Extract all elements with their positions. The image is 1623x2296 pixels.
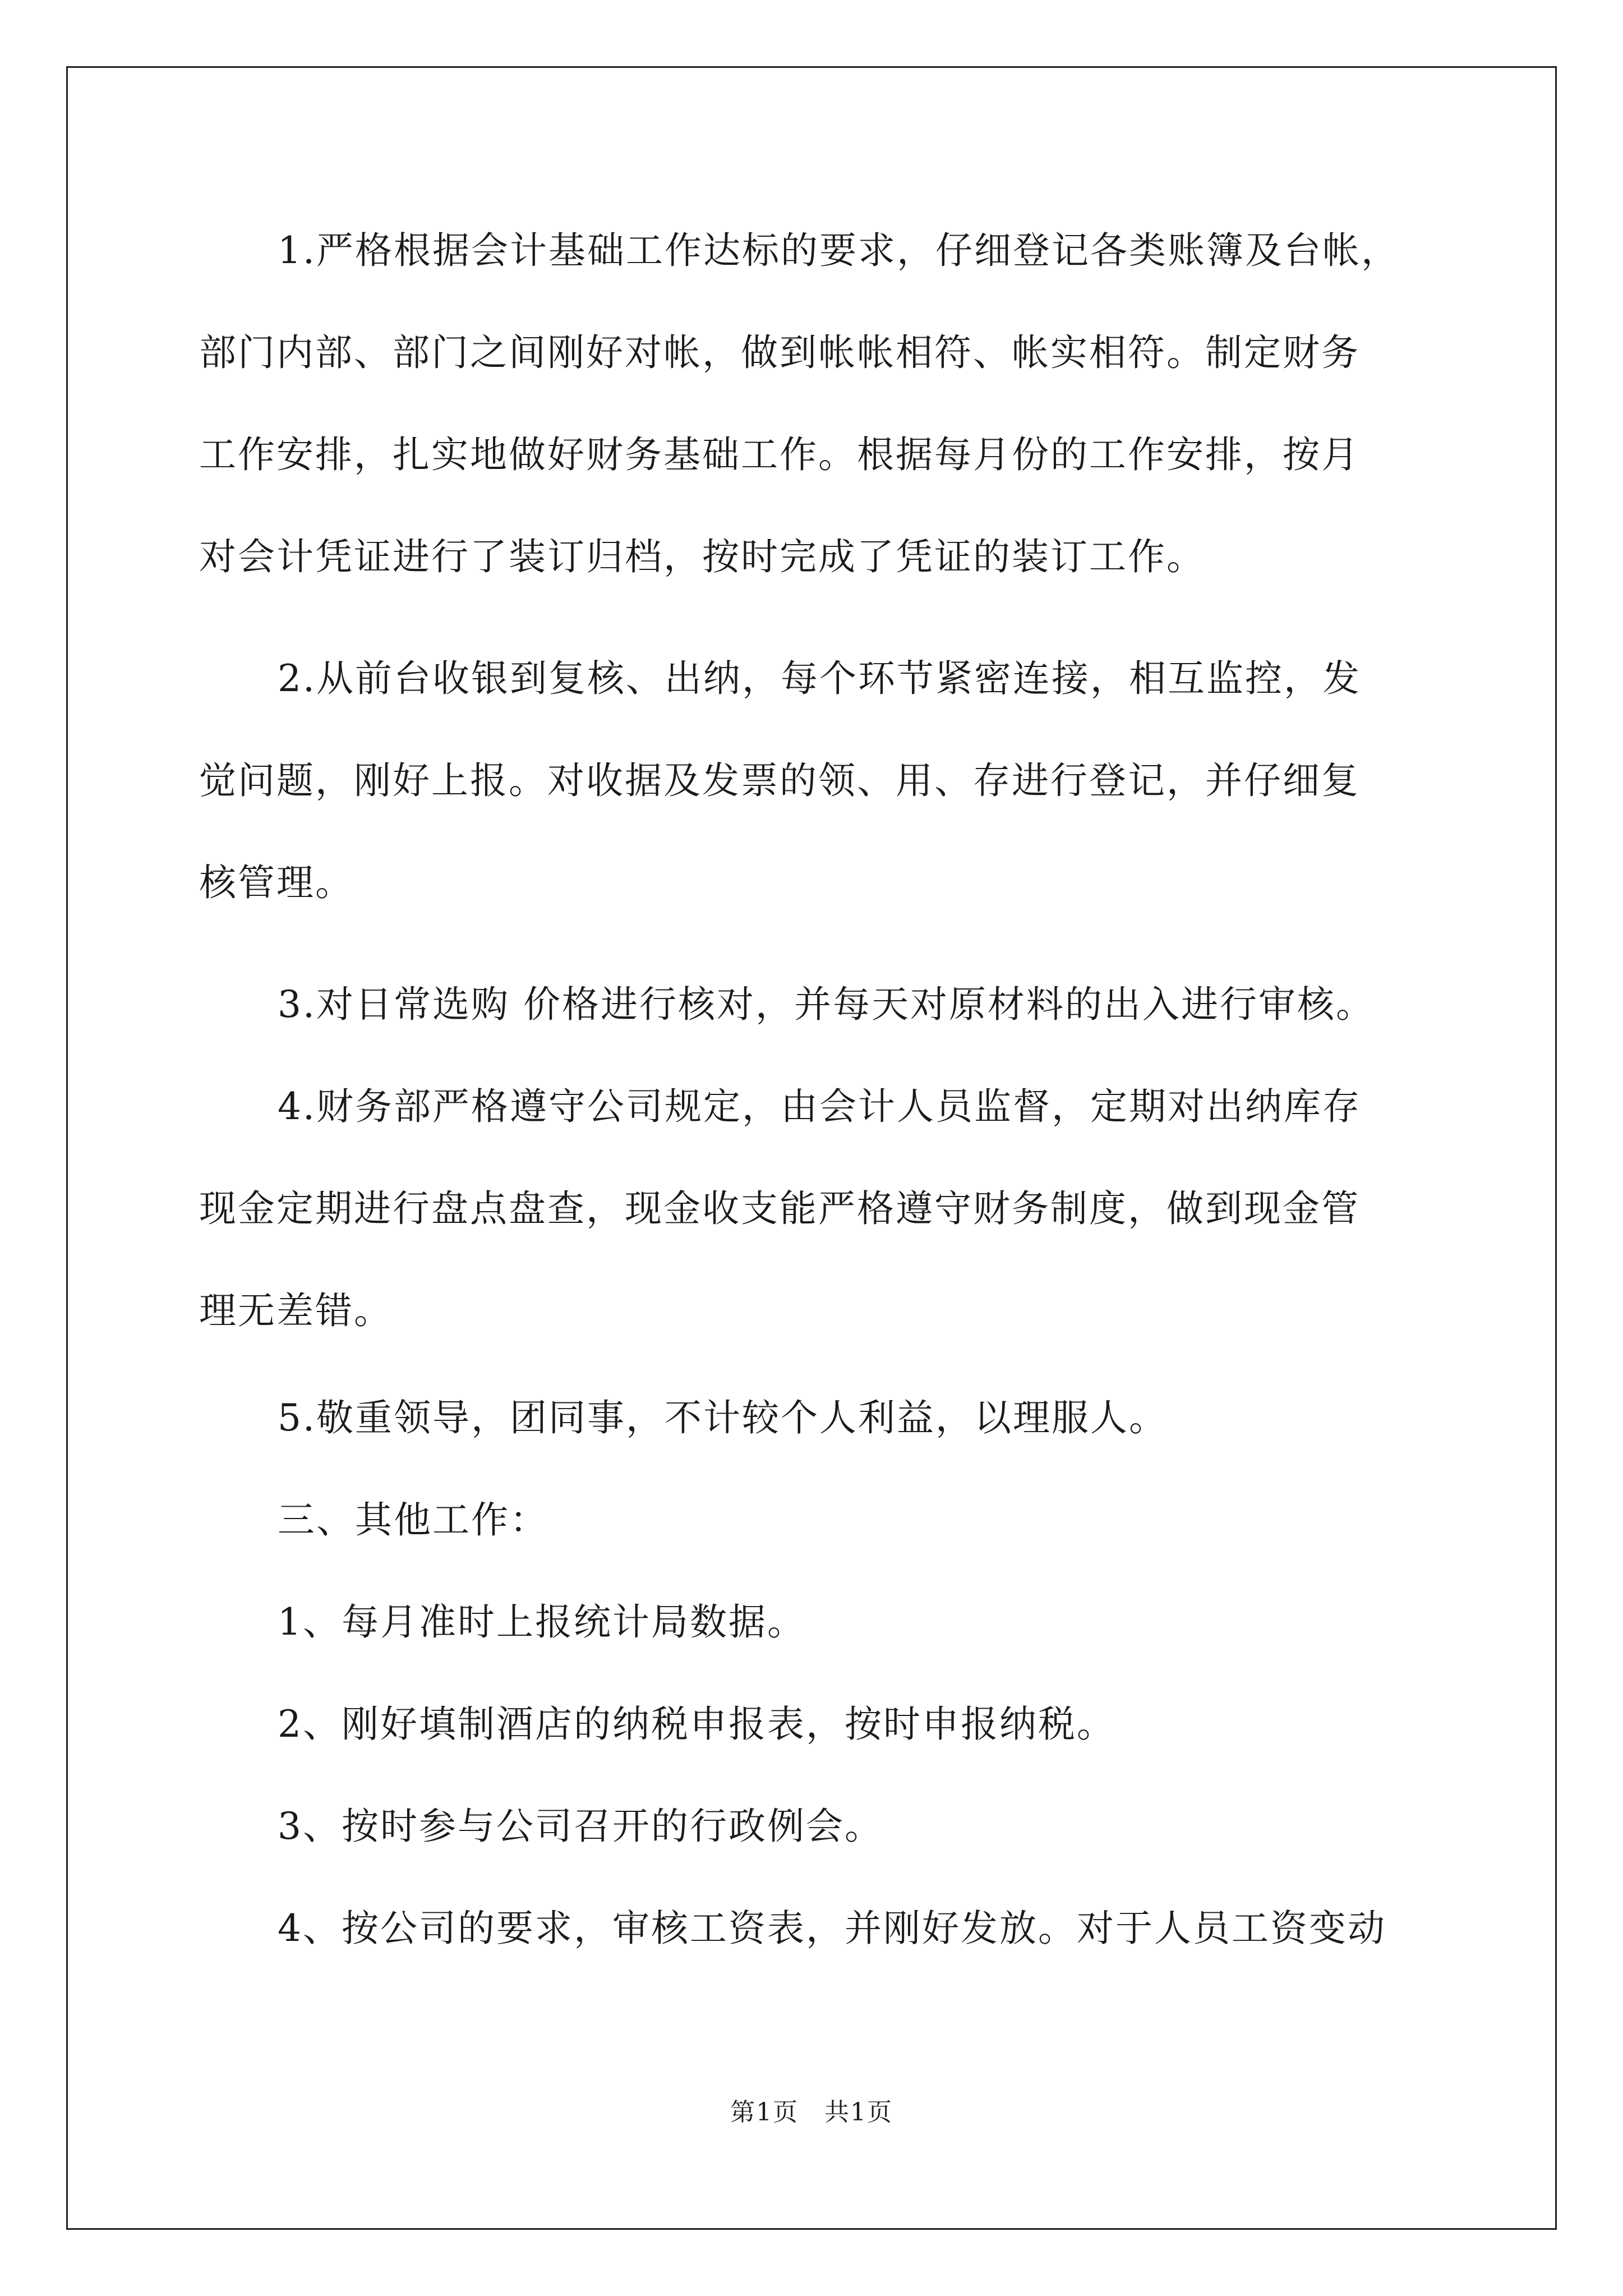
paragraph-1-line-3: 工作安排，扎实地做好财务基础工作。根据每月份的工作安排，按月 (199, 433, 1360, 476)
list-item-4: 4、按公司的要求，审核工资表，并刚好发放。对于人员工资变动 (278, 1907, 1386, 1950)
paragraph-1-line-1: 1.严格根据会计基础工作达标的要求，仔细登记各类账簿及台帐， (278, 229, 1400, 272)
list-item-2: 2、刚好填制酒店的纳税申报表，按时申报纳税。 (278, 1703, 1115, 1746)
paragraph-2-line-1: 2.从前台收银到复核、出纳，每个环节紧密连接，相互监控，发 (278, 657, 1361, 700)
page-number-footer: 第1页 共1页 (730, 2098, 893, 2127)
paragraph-2-line-3: 核管理。 (199, 861, 354, 904)
paragraph-4-line-3: 理无差错。 (199, 1289, 393, 1332)
paragraph-5-line-1: 5.敬重领导，团同事，不计较个人利益，以理服人。 (278, 1396, 1168, 1439)
list-item-3: 3、按时参与公司召开的行政例会。 (278, 1805, 883, 1848)
section-heading-other-work: 三、其他工作： (278, 1498, 548, 1542)
paragraph-4-line-2: 现金定期进行盘点盘查，现金收支能严格遵守财务制度，做到现金管 (199, 1187, 1360, 1230)
paragraph-1-line-2: 部门内部、部门之间刚好对帐，做到帐帐相符、帐实相符。制定财务 (199, 331, 1360, 374)
paragraph-2-line-2: 觉问题，刚好上报。对收据及发票的领、用、存进行登记，并仔细复 (199, 759, 1360, 802)
paragraph-3-line-1: 3.对日常选购 价格进行核对，并每天对原材料的出入进行审核。 (278, 983, 1375, 1026)
paragraph-4-line-1: 4.财务部严格遵守公司规定，由会计人员监督，定期对出纳库存 (278, 1085, 1361, 1128)
list-item-1: 1、每月准时上报统计局数据。 (278, 1600, 806, 1644)
paragraph-1-line-4: 对会计凭证进行了装订归档，按时完成了凭证的装订工作。 (199, 535, 1205, 578)
